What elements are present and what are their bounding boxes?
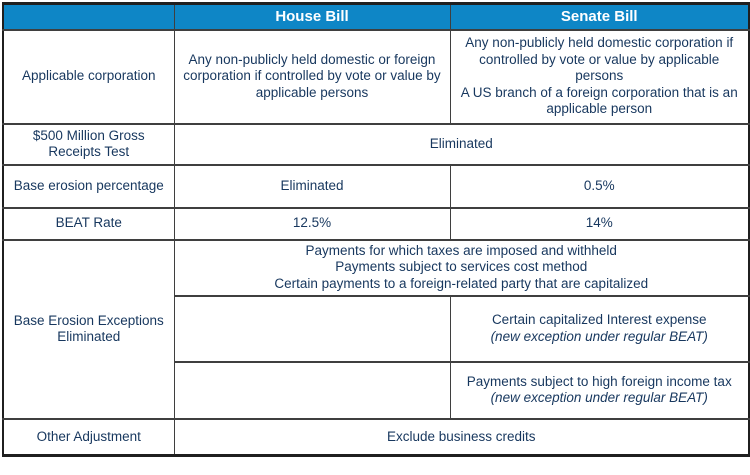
house-high-foreign-tax-empty <box>174 362 450 419</box>
row-gross-receipts-test <box>3 124 749 165</box>
value-gross-receipts-both: Eliminated <box>174 124 749 165</box>
senate-capitalized-interest-cell <box>450 296 749 362</box>
senate-applicable-corporation <box>450 30 749 124</box>
senate-high-foreign-tax-note: (new exception under regular BEAT) <box>490 390 708 405</box>
label-gross-receipts-test: $500 Million Gross Receipts Test <box>3 124 174 165</box>
senate-high-foreign-tax-cell <box>450 362 749 419</box>
senate-base-erosion-percentage: 0.5% <box>450 165 749 208</box>
shared-exceptions-cell <box>174 240 749 296</box>
header-house-bill: House Bill <box>174 4 450 30</box>
header-row <box>3 4 749 30</box>
house-capitalized-interest-empty <box>174 296 450 362</box>
house-beat-rate: 12.5% <box>174 208 450 240</box>
senate-applicable-line1: Any non-publicly held domestic corporation if controlled by vote or value by applicable persons <box>465 35 734 84</box>
senate-high-foreign-tax-text: Payments subject to high foreign income tax <box>466 373 732 389</box>
house-base-erosion-percentage: Eliminated <box>174 165 450 208</box>
row-other-adjustment <box>3 419 749 456</box>
row-beat-rate <box>3 208 749 240</box>
value-other-adjustment-both: Exclude business credits <box>174 419 749 456</box>
label-other-adjustment: Other Adjustment <box>3 419 174 456</box>
senate-capitalized-interest-note: (new exception under regular BEAT) <box>490 328 708 344</box>
senate-applicable-line2: A US branch of a foreign corporation that is an applicable person <box>460 84 738 117</box>
row-base-erosion-exceptions-shared <box>3 240 749 296</box>
shared-exception-line2: Payments subject to services cost method <box>335 259 588 275</box>
senate-beat-rate: 14% <box>450 208 749 240</box>
header-senate-bill: Senate Bill <box>450 4 749 30</box>
row-base-erosion-percentage <box>3 165 749 208</box>
row-applicable-corporation <box>3 30 749 124</box>
house-applicable-corporation: Any non-publicly held domestic or foreign corporation if controlled by vote or value by applicable persons <box>174 30 450 124</box>
header-corner-cell <box>3 4 174 30</box>
shared-exception-line3: Certain payments to a foreign-related party that are capitalized <box>274 275 649 291</box>
beat-comparison-table <box>2 2 750 457</box>
label-applicable-corporation: Applicable corporation <box>3 30 174 124</box>
shared-exception-line1: Payments for which taxes are imposed and withheld <box>305 242 617 258</box>
senate-capitalized-interest-text: Certain capitalized Interest expense <box>491 312 707 328</box>
label-beat-rate: BEAT Rate <box>3 208 174 240</box>
label-base-erosion-exceptions: Base Erosion Exceptions Eliminated <box>3 240 174 419</box>
label-base-erosion-percentage: Base erosion percentage <box>3 165 174 208</box>
